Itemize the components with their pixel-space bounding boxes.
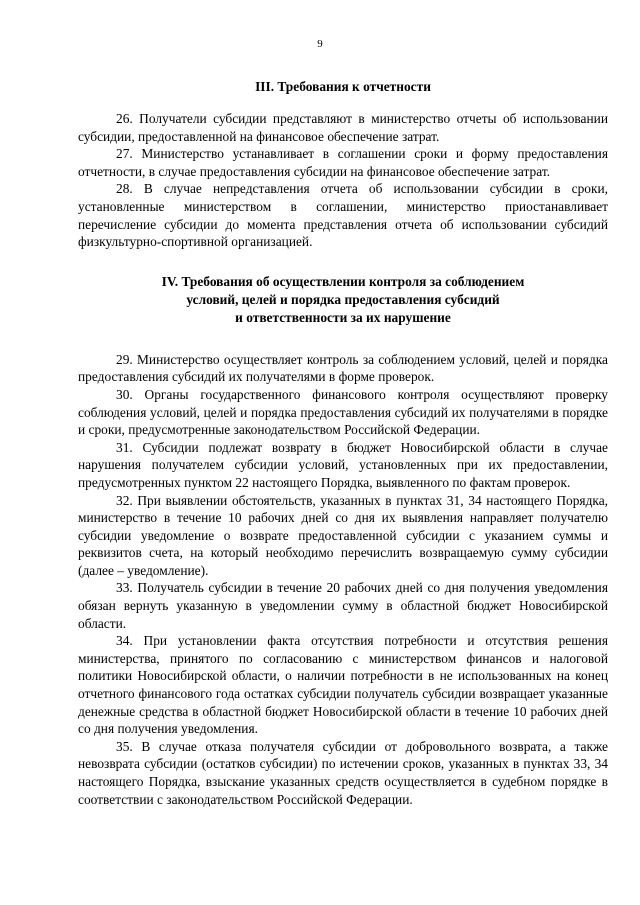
- paragraph-35: 35. В случае отказа получателя субсидии от добровольного возврата, а также невозврата субсидии (остатков субсидии) по истечении сроков, указанных в пунктах 33, 34 настоящего Порядка, взыскание указанных средств осуществляется в судебном порядке в соответствии с законодательством Российской Федерации.: [78, 738, 608, 807]
- paragraph-34: 34. При установлении факта отсутствия потребности и отсутствия решения министерства, принятого по согласованию с министерством финансов и налоговой политики Новосибирской области, о наличии потребности в не использованных на конец отчетного финансового года остатках субсидии получатель субсидии возвращает указанные денежные средства в областной бюджет Новосибирской области в течение 10 рабочих дней со дня получения уведомления.: [78, 633, 608, 737]
- paragraph-31: 31. Субсидии подлежат возврату в бюджет Новосибирской области в случае нарушения получателем субсидии условий, установленных при их предоставлении, предусмотренных пунктом 22 настоящего Порядка, выявленного по фактам проверок.: [78, 439, 608, 490]
- paragraph-28: 28. В случае непредставления отчета об использовании субсидии в сроки, установленные министерством в соглашении, министерство приостанавливает перечисление субсидии до момента представления отчета об использовании субсидий физкультурно-спортивной организацией.: [78, 181, 608, 250]
- document-body: [78, 78, 608, 808]
- paragraph-32: 32. При выявлении обстоятельств, указанных в пунктах 31, 34 настоящего Порядка, министерство в течение 10 рабочих дней со дня их выявления направляет получателю субсидии уведомление о возврате предоставленной субсидии с указанием суммы и реквизитов счета, на который необходимо перечислить возвращаемую сумму субсидии (далее – уведомление).: [78, 492, 608, 578]
- page-number: 9: [317, 38, 323, 50]
- paragraph-29: 29. Министерство осуществляет контроль за соблюдением условий, целей и порядка предоставления субсидий их получателями в форме проверок.: [78, 351, 608, 385]
- paragraph-26: 26. Получатели субсидии представляют в министерство отчеты об использовании субсидии, предоставленной на финансовое обеспечение затрат.: [78, 111, 608, 144]
- section-3-title: III. Требования к отчетности: [255, 79, 431, 94]
- paragraph-30: 30. Органы государственного финансового контроля осуществляют проверку соблюдения условий, целей и порядка предоставления субсидий их получателями в порядке и сроки, предусмотренные законодательством Российской Федерации.: [78, 386, 608, 438]
- paragraph-27: 27. Министерство устанавливает в соглашении сроки и форму предоставления отчетности, в случае предоставления субсидии на финансовое обеспечение затрат.: [78, 146, 608, 179]
- paragraph-33: 33. Получатель субсидии в течение 20 рабочих дней со дня получения уведомления обязан вернуть указанную в уведомлении сумму в областной бюджет Новосибирской области.: [78, 580, 608, 631]
- section-4-title: IV. Требования об осуществлении контроля за соблюдением условий, целей и порядка предоставления субсидий и ответственности за их нарушение: [161, 273, 525, 325]
